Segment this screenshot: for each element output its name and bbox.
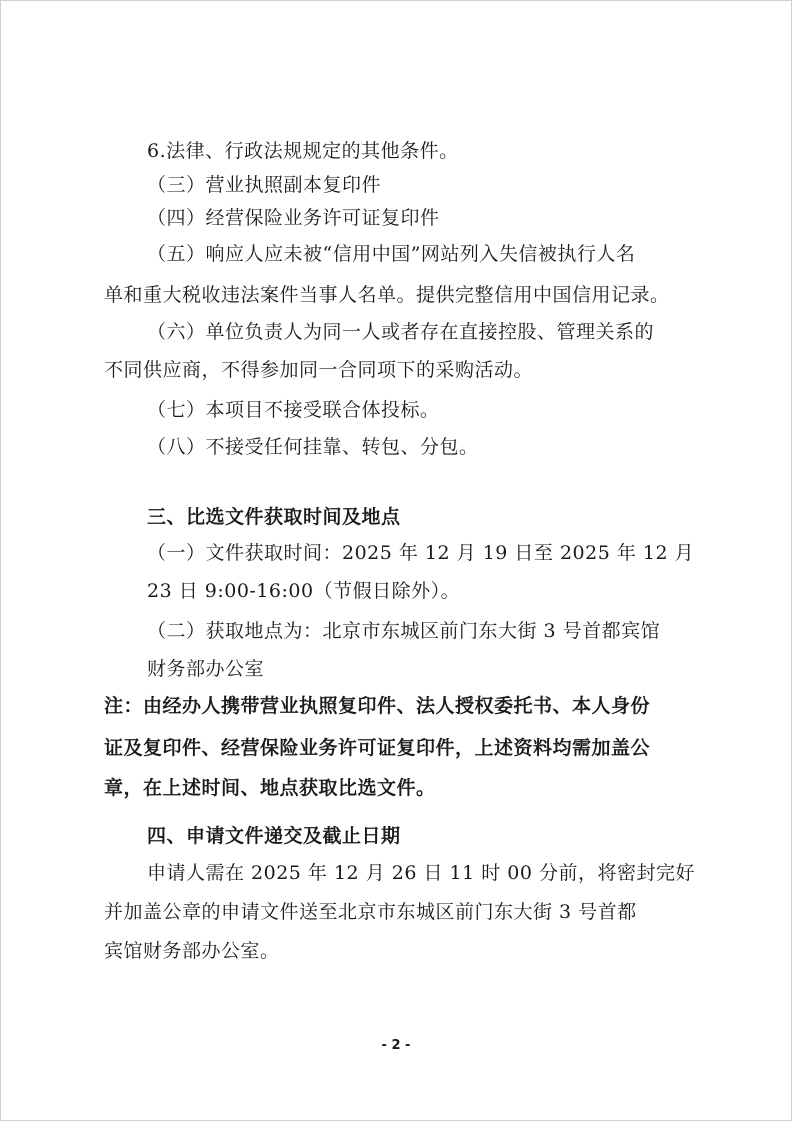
section-4-line-1: 申请人需在 2025 年 12 月 26 日 11 时 00 分前，将密封完好 (147, 862, 695, 884)
item-5-credit-line-1: （五）响应人应未被“信用中国”网站列入失信被执行人名 (147, 243, 636, 265)
section-3-location-line-2: 财务部办公室 (147, 658, 265, 680)
item-7-no-consortium: （七）本项目不接受联合体投标。 (147, 399, 440, 421)
item-6-supplier-line-2: 不同供应商，不得参加同一合同项下的采购活动。 (104, 359, 534, 381)
section-4-line-2: 并加盖公章的申请文件送至北京市东城区前门东大街 3 号首都 (104, 901, 637, 923)
note-line-2: 证及复印件、经营保险业务许可证复印件，上述资料均需加盖公 (104, 737, 651, 759)
section-4-heading: 四、申请文件递交及截止日期 (147, 825, 401, 847)
item-6-supplier-line-1: （六）单位负责人为同一人或者存在直接控股、管理关系的 (147, 321, 655, 343)
item-5-credit-line-2: 单和重大税收违法案件当事人名单。提供完整信用中国信用记录。 (104, 284, 670, 306)
section-3-time-line-1: （一）文件获取时间：2025 年 12 月 19 日至 2025 年 12 月 (147, 542, 695, 564)
page-number: - 2 - (381, 1038, 411, 1053)
condition-6-line: 6.法律、行政法规规定的其他条件。 (147, 140, 459, 162)
section-3-time-line-2: 23 日 9:00-16:00（节假日除外）。 (147, 580, 461, 602)
section-4-line-3: 宾馆财务部办公室。 (104, 940, 280, 962)
note-line-3: 章，在上述时间、地点获取比选文件。 (104, 777, 436, 799)
note-line-1: 注：由经办人携带营业执照复印件、法人授权委托书、本人身份 (104, 695, 651, 717)
section-3-heading: 三、比选文件获取时间及地点 (147, 506, 401, 528)
section-3-location-line-1: （二）获取地点为：北京市东城区前门东大街 3 号首都宾馆 (147, 620, 661, 642)
item-4-insurance-permit: （四）经营保险业务许可证复印件 (147, 207, 440, 229)
item-3-business-license: （三）营业执照副本复印件 (147, 174, 382, 196)
item-8-no-subcontract: （八）不接受任何挂靠、转包、分包。 (147, 436, 479, 458)
